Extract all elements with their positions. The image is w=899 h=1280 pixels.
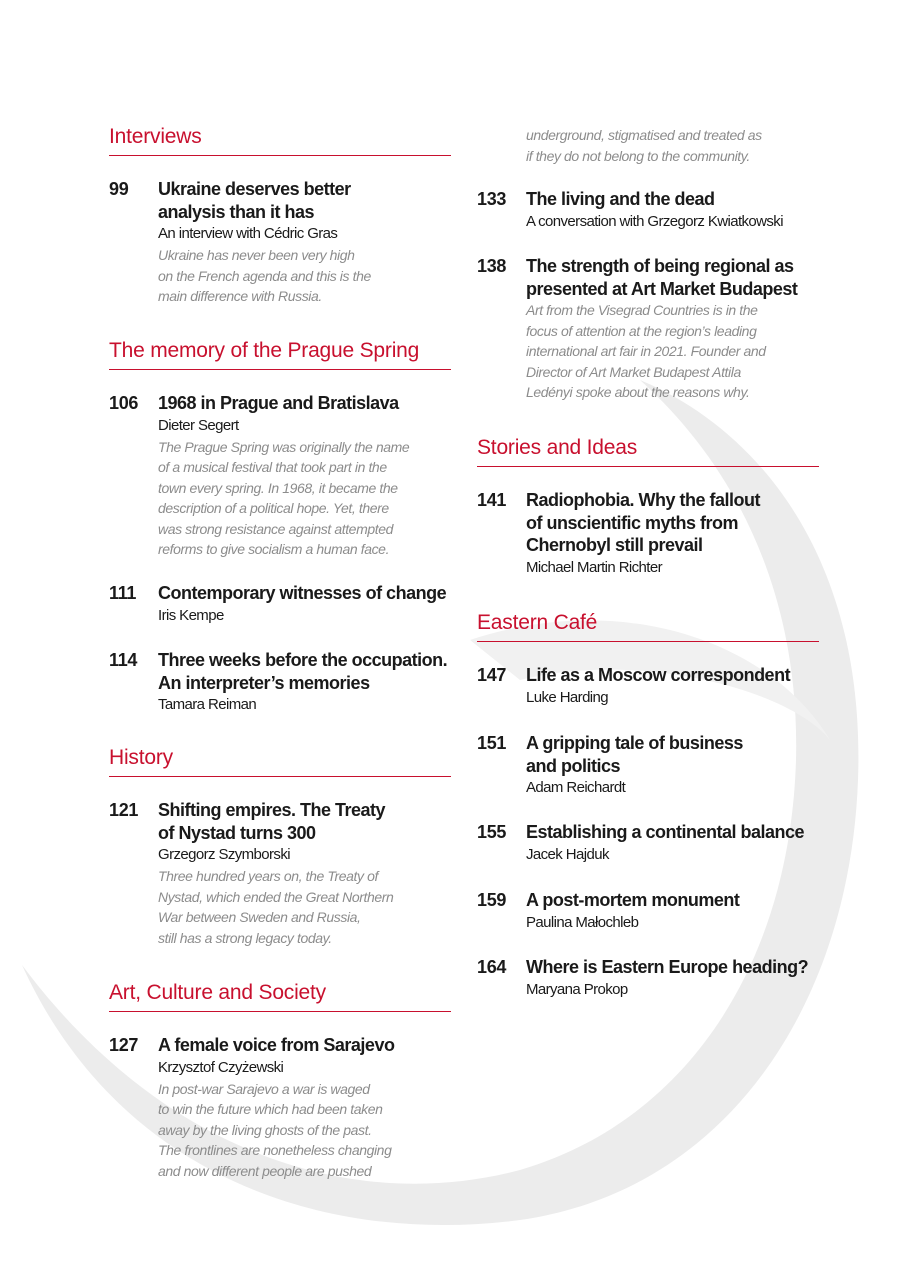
article-title: The living and the dead: [526, 189, 715, 209]
article-author: Iris Kempe: [158, 606, 224, 624]
page-number: 106: [109, 393, 139, 413]
toc-entry[interactable]: [477, 821, 819, 866]
section-title: Art, Culture and Society: [109, 980, 451, 1012]
page-number: 127: [109, 1035, 139, 1055]
article-title: Shifting empires. The Treaty of Nystad turns 300: [158, 800, 386, 843]
toc-entry[interactable]: [477, 732, 819, 799]
article-title: Ukraine deserves better analysis than it has: [158, 179, 351, 222]
article-author: Grzegorz Szymborski: [158, 846, 290, 863]
toc-entry[interactable]: [109, 178, 451, 307]
page-number: 133: [477, 189, 507, 209]
article-author: Paulina Małochleb: [526, 913, 639, 931]
article-description: The Prague Spring was originally the name of a musical festival that took part in the town every spring. In 1968, it became the description of a political hope. Yet, there was strong resistance against attempted reforms to give socialism a human face.: [158, 438, 410, 557]
article-author: Tamara Reiman: [158, 696, 257, 713]
page-number: 111: [109, 583, 137, 603]
toc-entry[interactable]: [477, 956, 819, 1001]
continued-description: underground, stigmatised and treated as if they do not belong to the community.: [526, 127, 762, 164]
article-author: Maryana Prokop: [526, 980, 628, 998]
section-history: [109, 745, 451, 777]
article-author: Krzysztof Czyżewski: [158, 1058, 284, 1076]
page-number: 121: [109, 800, 139, 820]
toc-entry[interactable]: [109, 1034, 451, 1181]
article-title: Establishing a continental balance: [526, 822, 805, 842]
toc-entry[interactable]: [477, 664, 819, 709]
article-description: In post-war Sarajevo a war is waged to win the future which had been taken away by the living ghosts of the past. The frontlines are nonetheless changing and now different people are pushed: [158, 1080, 392, 1179]
section-title: Eastern Café: [477, 610, 819, 642]
page-number: 147: [477, 665, 507, 685]
article-author: A conversation with Grzegorz Kwiatkowski: [526, 212, 783, 230]
toc-entry[interactable]: [477, 255, 819, 403]
article-description: Art from the Visegrad Countries is in the focus of attention at the region’s leading international art fair in 2021. Founder and Director of Art Market Budapest Attila Ledényi spoke about the reasons why.: [526, 302, 766, 400]
page-number: 141: [477, 490, 507, 510]
article-description: Ukraine has never been very high on the French agenda and this is the main difference with Russia.: [158, 247, 371, 304]
article-author: An interview with Cédric Gras: [158, 225, 338, 242]
article-title: The strength of being regional as presented at Art Market Budapest: [526, 256, 798, 299]
toc-entry[interactable]: [109, 799, 451, 948]
article-author: Luke Harding: [526, 688, 609, 706]
section-art-culture-society: [109, 980, 451, 1012]
section-eastern-cafe: [477, 610, 819, 642]
article-title: 1968 in Prague and Bratislava: [158, 393, 399, 413]
article-title: A post-mortem monument: [526, 890, 740, 910]
section-title: Interviews: [109, 124, 451, 156]
toc-entry[interactable]: [109, 582, 451, 627]
article-title: Contemporary witnesses of change: [158, 583, 447, 603]
section-interviews: [109, 124, 451, 156]
toc-entry[interactable]: [477, 489, 819, 579]
page-number: 164: [477, 957, 507, 977]
page-number: 151: [477, 733, 507, 753]
article-title: Where is Eastern Europe heading?: [526, 957, 809, 977]
article-title: Radiophobia. Why the fallout of unscientific myths from Chernobyl still prevail: [526, 490, 760, 555]
article-title: Three weeks before the occupation. An interpreter’s memories: [158, 650, 448, 693]
article-title: A female voice from Sarajevo: [158, 1035, 395, 1055]
section-title: Stories and Ideas: [477, 435, 819, 467]
article-author: Dieter Segert: [158, 416, 239, 434]
article-title: Life as a Moscow correspondent: [526, 665, 791, 685]
article-title: A gripping tale of business and politics: [526, 733, 743, 776]
page-number: 138: [477, 256, 507, 276]
page-number: 155: [477, 822, 507, 842]
page-number: 159: [477, 890, 507, 910]
section-prague-spring: [109, 338, 451, 370]
page-number: 114: [109, 650, 138, 670]
article-author: Michael Martin Richter: [526, 558, 663, 576]
toc-entry[interactable]: [109, 392, 451, 560]
toc-entry[interactable]: [109, 649, 451, 716]
article-author: Jacek Hajduk: [526, 845, 609, 863]
section-stories-ideas: [477, 435, 819, 467]
page-number: 99: [109, 179, 129, 199]
toc-entry[interactable]: [477, 188, 819, 233]
article-author: Adam Reichardt: [526, 779, 626, 796]
section-title: The memory of the Prague Spring: [109, 338, 451, 370]
article-description: Three hundred years on, the Treaty of Nystad, which ended the Great Northern War between Sweden and Russia, still has a strong legacy today.: [158, 868, 394, 946]
toc-entry[interactable]: [477, 889, 819, 934]
section-title: History: [109, 745, 451, 777]
